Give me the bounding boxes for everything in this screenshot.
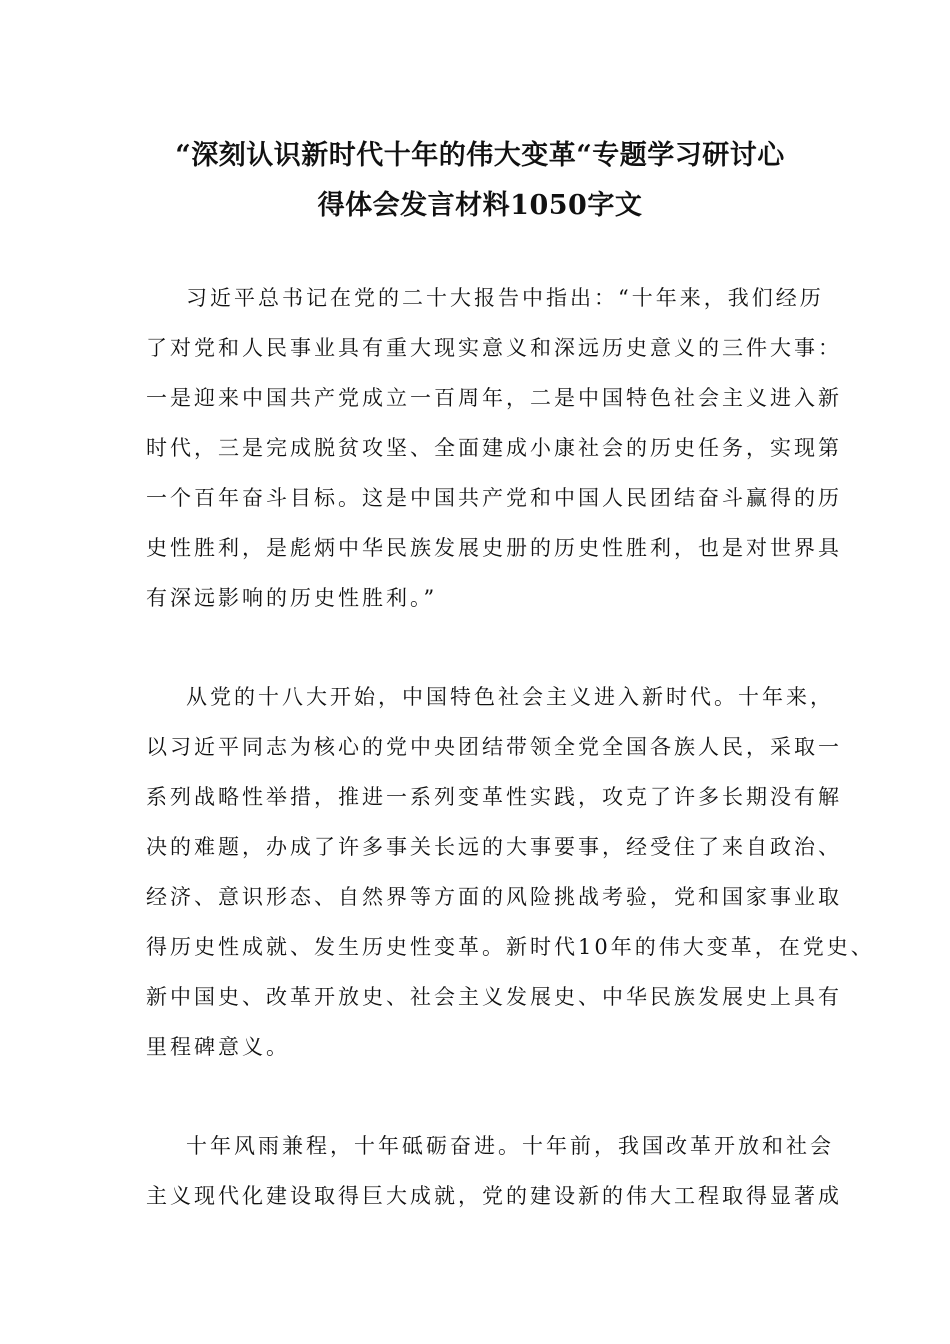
- paragraph-line: 有深远影响的历史性胜利。”: [146, 586, 438, 610]
- paragraph-line: 经济、意识形态、自然界等方面的风险挑战考验，党和国家事业取: [146, 885, 842, 909]
- title-line: “深刻认识新时代十年的伟大变革“专题学习研讨心: [175, 140, 785, 171]
- paragraph-line: 系列战略性举措，推进一系列变革性实践，攻克了许多长期没有解: [146, 785, 842, 809]
- paragraph-line: 习近平总书记在党的二十大报告中指出：“十年来，我们经历: [186, 286, 824, 310]
- paragraph-line: 一是迎来中国共产党成立一百周年，二是中国特色社会主义进入新: [146, 386, 842, 410]
- paragraph-line: 十年风雨兼程，十年砥砺奋进。十年前，我国改革开放和社会: [186, 1134, 834, 1158]
- paragraph-line: 从党的十八大开始，中国特色社会主义进入新时代。十年来，: [186, 685, 834, 709]
- paragraph-line: 新中国史、改革开放史、社会主义发展史、中华民族发展史上具有: [146, 985, 842, 1009]
- paragraph-line: 以习近平同志为核心的党中央团结带领全党全国各族人民，采取一: [146, 735, 842, 759]
- paragraph-1: [146, 273, 842, 623]
- paragraph-line: 了对党和人民事业具有重大现实意义和深远历史意义的三件大事：: [146, 336, 842, 360]
- paragraph-3: [146, 1121, 842, 1221]
- paragraph-line: 决的难题，办成了许多事关长远的大事要事，经受住了来自政治、: [146, 835, 842, 859]
- document-title: [140, 131, 820, 231]
- paragraph-line: 主义现代化建设取得巨大成就，党的建设新的伟大工程取得显著成: [146, 1184, 842, 1208]
- paragraph-line: 时代，三是完成脱贫攻坚、全面建成小康社会的历史任务，实现第: [146, 436, 842, 460]
- paragraph-line: 史性胜利，是彪炳中华民族发展史册的历史性胜利，也是对世界具: [146, 536, 842, 560]
- paragraph-2: [146, 672, 875, 1072]
- paragraph-line: 一个百年奋斗目标。这是中国共产党和中国人民团结奋斗赢得的历: [146, 486, 842, 510]
- title-line: 得体会发言材料1050字文: [317, 190, 643, 221]
- paragraph-line: 里程碑意义。: [146, 1035, 290, 1059]
- paragraph-line: 得历史性成就、发生历史性变革。新时代10年的伟大变革，在党史、: [146, 935, 875, 959]
